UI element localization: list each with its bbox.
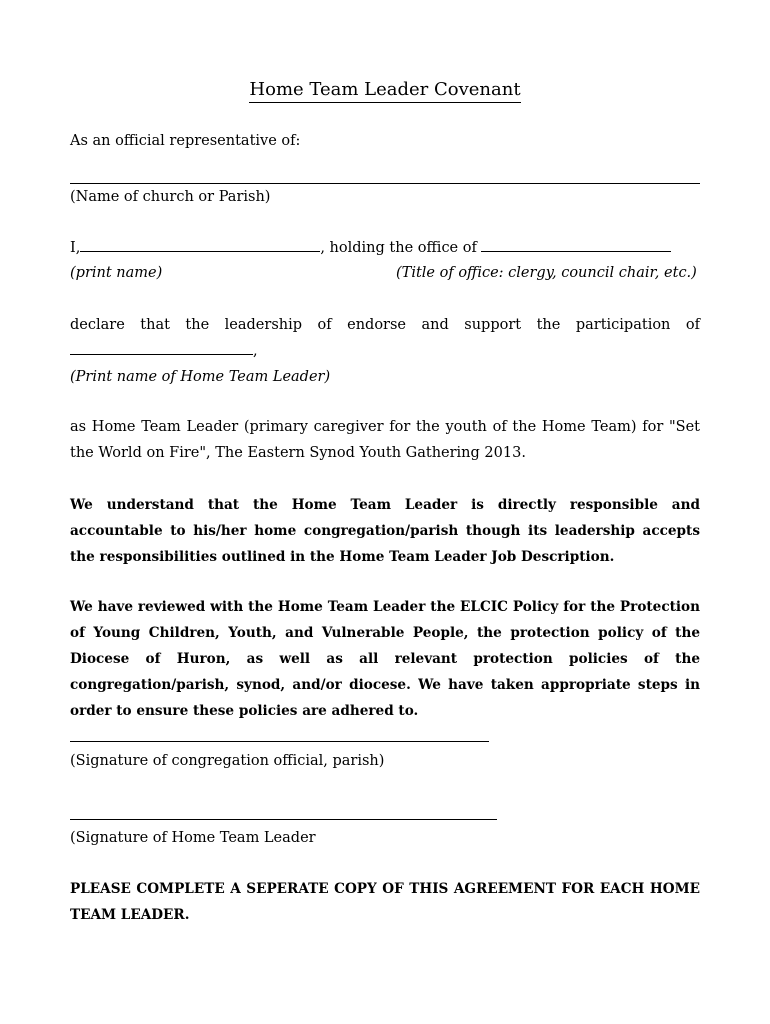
congregation-signature-label: (Signature of congregation official, parish) bbox=[70, 753, 385, 769]
document-title: Home Team Leader Covenant bbox=[0, 78, 770, 102]
holding-office-sentence bbox=[70, 235, 671, 261]
title-of-office-line bbox=[481, 237, 671, 252]
print-name-label: (print name) bbox=[70, 265, 163, 281]
leader-signature-line bbox=[70, 819, 497, 820]
holding-office-text: , holding the office of bbox=[320, 240, 482, 256]
title-of-office-label: (Title of office: clergy, council chair, etc.) bbox=[396, 265, 697, 281]
closing-instruction: PLEASE COMPLETE A SEPERATE COPY OF THIS AGREEMENT FOR EACH HOME TEAM LEADER. bbox=[70, 881, 700, 923]
congregation-signature-line bbox=[70, 741, 489, 742]
caregiver-paragraph: as Home Team Leader (primary caregiver for the youth of the Home Team) for "Set the World on Fire", The Eastern Synod Youth Gathering 2013. bbox=[70, 419, 700, 461]
home-team-leader-name-line bbox=[70, 340, 253, 355]
intro-text: As an official representative of: bbox=[70, 133, 301, 149]
declare-line: declare that the leadership of endorse and support the participation of bbox=[70, 317, 700, 333]
responsibility-paragraph: We understand that the Home Team Leader is directly responsible and accountable to his/her home congregation/parish though its leadership accepts the responsibilities outlined in the Home Team Leader Job Description. bbox=[70, 497, 700, 565]
church-label: (Name of church or Parish) bbox=[70, 189, 271, 205]
home-team-leader-label: (Print name of Home Team Leader) bbox=[70, 369, 331, 385]
home-team-leader-blank: , bbox=[70, 338, 258, 364]
leader-signature-label: (Signature of Home Team Leader bbox=[70, 830, 316, 846]
print-name-line bbox=[80, 237, 320, 252]
pronoun-i: I, bbox=[70, 240, 81, 256]
policy-paragraph: We have reviewed with the Home Team Leader the ELCIC Policy for the Protection of Young Children, Youth, and Vulnerable People, the protection policy of the Diocese of Huron, as well as all relevant protection policies of the congregation/parish, synod, and/or diocese. We have taken appropriate steps in order to ensure these policies are adhered to. bbox=[70, 599, 700, 719]
